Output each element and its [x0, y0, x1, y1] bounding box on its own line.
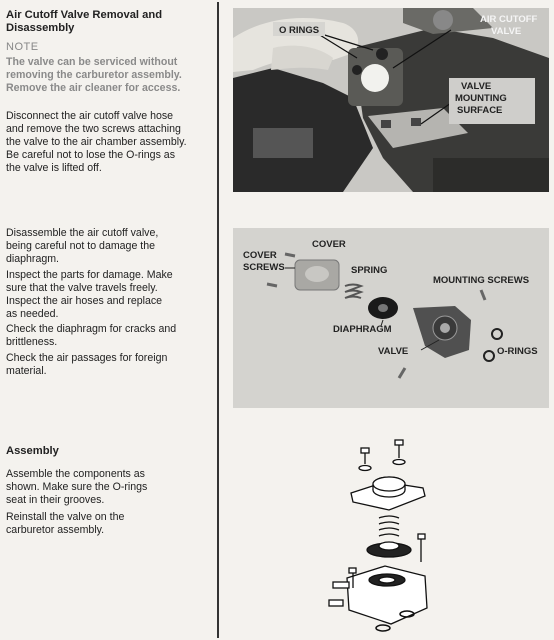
- removal-paragraph-line: the valve to the air chamber assembly.: [6, 136, 187, 148]
- cover-screws-label-line2: SCREWS: [243, 262, 285, 273]
- cover-part: [351, 477, 425, 510]
- screw-head: [395, 440, 403, 445]
- removal-photo: [233, 8, 549, 192]
- removal-paragraph-line: Disconnect the air cutoff valve hose: [6, 110, 174, 122]
- assembly-paragraph-line: shown. Make sure the O-rings: [6, 481, 148, 493]
- valve-mounting-label-line3: SURFACE: [457, 105, 503, 116]
- passages-check-line: Check the air passages for foreign: [6, 352, 168, 364]
- diaphragm-check-line: Check the diaphragm for cracks and: [6, 323, 177, 335]
- spring-part: [379, 516, 399, 536]
- parts-photo: [233, 228, 549, 408]
- passages-check-line: material.: [6, 365, 47, 377]
- disassembly-paragraph-line: being careful not to damage the: [6, 240, 156, 252]
- valve-mounting-label-line2: MOUNTING: [455, 93, 507, 104]
- assembly-paragraph-line: Assemble the components as: [6, 468, 145, 480]
- diaphragm-check-line: brittleness.: [6, 336, 58, 348]
- removal-photo-drawing: [233, 8, 549, 192]
- reinstall-paragraph-line: carburetor assembly.: [6, 524, 105, 536]
- note-line1: The valve can be serviced without: [6, 56, 178, 68]
- inspect-paragraph-line: sure that the valve travels freely.: [6, 282, 158, 294]
- column-divider: [217, 2, 219, 638]
- note-heading: NOTE: [6, 41, 39, 53]
- note-line3: Remove the air cleaner for access.: [6, 82, 181, 94]
- disassembly-paragraph-line: Disassemble the air cutoff valve,: [6, 227, 159, 239]
- cover-label: COVER: [312, 239, 346, 250]
- removal-paragraph-line: the valve is lifted off.: [6, 162, 102, 174]
- o-rings-label: O RINGS: [279, 25, 320, 36]
- note-line2: removing the carburetor assembly.: [6, 69, 182, 81]
- removal-title-line2: Disassembly: [6, 22, 75, 34]
- air-cutoff-label-line2: VALVE: [491, 26, 522, 37]
- inspect-paragraph-line: as needed.: [6, 308, 59, 320]
- assembly-paragraph-line: seat in their grooves.: [6, 494, 105, 506]
- air-cutoff-label-line1: AIR CUTOFF: [480, 14, 538, 25]
- removal-paragraph-line: and remove the two screws attaching: [6, 123, 181, 135]
- diaphragm-label: DIAPHRAGM: [333, 324, 392, 335]
- removal-title-line1: Air Cutoff Valve Removal and: [6, 9, 163, 21]
- parts-photo-drawing: [233, 228, 549, 408]
- mounting-screws-label: MOUNTING SCREWS: [433, 275, 530, 286]
- inspect-paragraph-line: Inspect the air hoses and replace: [6, 295, 163, 307]
- o-rings-label: O-RINGS: [497, 346, 538, 357]
- assembly-title: Assembly: [6, 445, 59, 457]
- assembly-exploded-diagram: [325, 438, 455, 638]
- text-column: [6, 0, 216, 640]
- diaphragm-part: [367, 542, 411, 557]
- valve-mounting-label-line1: VALVE: [461, 81, 492, 92]
- spring-label: SPRING: [351, 265, 388, 276]
- disassembly-paragraph-line: diaphragm.: [6, 253, 59, 265]
- removal-paragraph-line: Be careful not to lose the O-rings as: [6, 149, 175, 161]
- reinstall-paragraph-line: Reinstall the valve on the: [6, 511, 125, 523]
- cover-screws-label-line1: COVER: [243, 250, 277, 261]
- inspect-paragraph-line: Inspect the parts for damage. Make: [6, 269, 173, 281]
- screw-head: [361, 448, 369, 453]
- valve-label: VALVE: [378, 346, 409, 357]
